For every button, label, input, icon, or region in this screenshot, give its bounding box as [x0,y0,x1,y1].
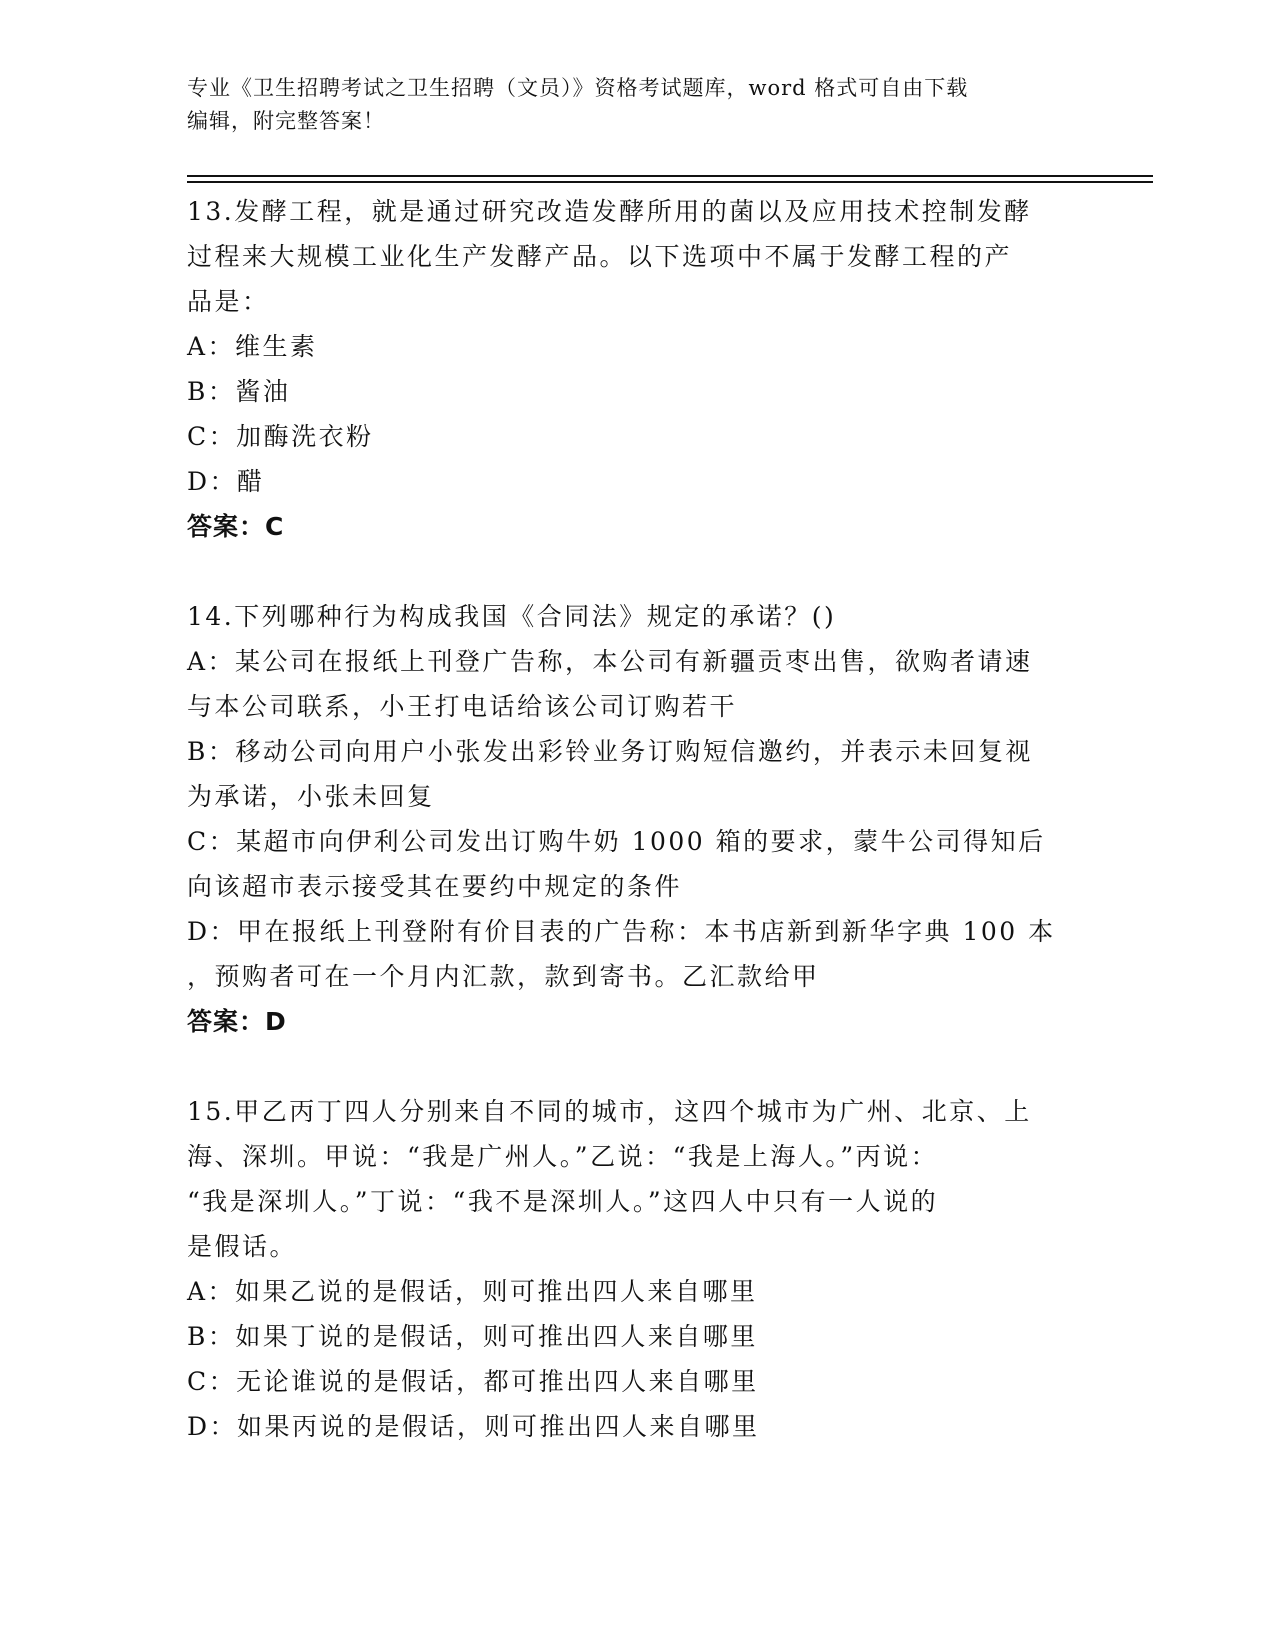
option-c-continued: 向该超市表示接受其在要约中规定的条件 [187,872,683,901]
option-b: B：酱油 [187,377,291,406]
question-13 [187,189,1087,549]
question-stem-line: 海、深圳。甲说：“我是广州人。”乙说：“我是上海人。”丙说： [187,1142,939,1171]
question-stem-line: 品是： [187,287,270,316]
option-d: D：如果丙说的是假话，则可推出四人来自哪里 [187,1412,760,1441]
answer-label: 答案：C [187,512,285,541]
question-stem-line: “我是深圳人。”丁说：“我不是深圳人。”这四人中只有一人说的 [187,1187,939,1216]
question-spacer [187,549,1087,594]
option-c: C：无论谁说的是假话，都可推出四人来自哪里 [187,1367,759,1396]
question-stem-line: 过程来大规模工业化生产发酵产品。以下选项中不属于发酵工程的产 [187,242,1013,271]
option-d: D：醋 [187,467,265,496]
header-line-1: 专业《卫生招聘考试之卫生招聘（文员）》资格考试题库，word 格式可自由下载 [187,76,969,100]
question-15 [187,1089,1087,1449]
answer-label: 答案：D [187,1007,287,1036]
option-c: C：加酶洗衣粉 [187,422,374,451]
option-b-continued: 为承诺，小张未回复 [187,782,435,811]
header-divider-bottom [187,181,1153,183]
question-spacer [187,1044,1087,1089]
question-14 [187,594,1087,1044]
option-b: B：移动公司向用户小张发出彩铃业务订购短信邀约，并表示未回复视 [187,737,1033,766]
option-a: A：某公司在报纸上刊登广告称，本公司有新疆贡枣出售，欲购者请速 [187,647,1033,676]
option-a: A：维生素 [187,332,318,361]
option-c: C：某超市向伊利公司发出订购牛奶 1000 箱的要求，蒙牛公司得知后 [187,827,1046,856]
question-stem-line: 是假话。 [187,1232,298,1261]
question-stem-line: 13.发酵工程，就是通过研究改造发酵所用的菌以及应用技术控制发酵 [187,197,1032,226]
option-a-continued: 与本公司联系，小王打电话给该公司订购若干 [187,692,738,721]
option-b: B：如果丁说的是假话，则可推出四人来自哪里 [187,1322,758,1351]
header-line-2: 编辑，附完整答案！ [187,109,385,133]
option-d-continued: ，预购者可在一个月内汇款，款到寄书。乙汇款给甲 [187,962,820,991]
question-stem-line: 14.下列哪种行为构成我国《合同法》规定的承诺？() [187,602,837,631]
option-d: D：甲在报纸上刊登附有价目表的广告称：本书店新到新华字典 100 本 [187,917,1056,946]
option-a: A：如果乙说的是假话，则可推出四人来自哪里 [187,1277,758,1306]
question-list [187,189,1087,1449]
question-stem-line: 15.甲乙丙丁四人分别来自不同的城市，这四个城市为广州、北京、上 [187,1097,1032,1126]
document-header [187,72,1087,138]
header-divider-top [187,175,1153,177]
